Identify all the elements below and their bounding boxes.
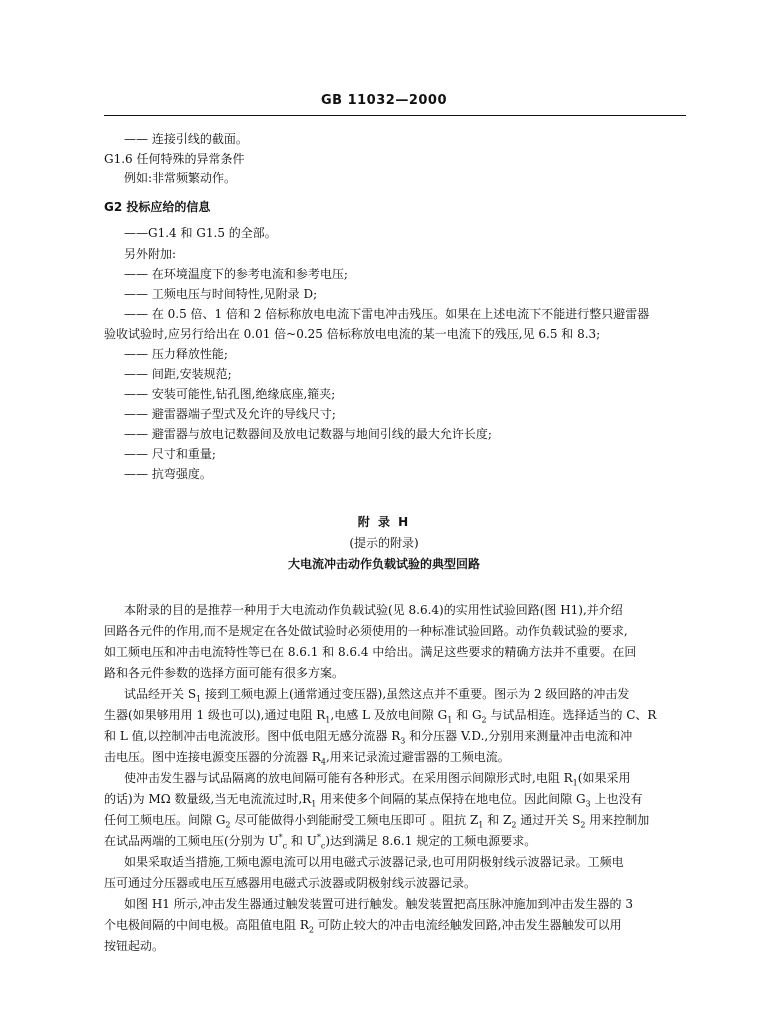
para-line: 的话)为 MΩ 数量级,当无电流流过时$,R_1$ 用来使多个间隔的某点保持在地电位。因此间隙 $G_3$ 上也没有 bbox=[104, 792, 643, 809]
g2-item: —— 避雷器端子型式及允许的导线尺寸; bbox=[124, 407, 336, 421]
para-line: 生器(如果够用用 1 级也可以),通过电阻 $R_1$,电感 L 及放电间隙 $G_1$ 和 $G_2$ 与试品相连。选择适当的 C、R bbox=[104, 708, 657, 725]
g2-item: —— 避雷器与放电记数器间及放电记数器与地间引线的最大允许长度; bbox=[124, 427, 492, 441]
g2-item: —— 尺寸和重量; bbox=[124, 447, 216, 461]
g2-item: —— 压力释放性能; bbox=[124, 347, 228, 361]
para-line: 如图 H1 所示,冲击发生器通过触发装置可进行触发。触发装置把高压脉冲施加到冲击发生器的 3 bbox=[124, 897, 633, 911]
para-line: 回路各元件的作用,而不是规定在各处做试验时必须使用的一种标准试验回路。动作负载试验的要求, bbox=[104, 624, 628, 638]
g2-item: —— 在环境温度下的参考电流和参考电压; bbox=[124, 267, 348, 281]
g16-example: 例如:非常频繁动作。 bbox=[124, 171, 237, 185]
g2-item: —— 间距,安装规范; bbox=[124, 367, 232, 381]
para-line: 本附录的目的是推荐一种用于大电流动作负载试验(见 8.6.4)的实用性试验回路(图 H1),并介绍 bbox=[124, 603, 623, 617]
para-line: 压可通过分压器或电压互感器用电磁式示波器或阴极射线示波器记录。 bbox=[104, 876, 477, 890]
para-line: 路和各元件参数的选择方面可能有很多方案。 bbox=[104, 666, 345, 680]
page-header: GB 11032—2000 bbox=[320, 93, 447, 108]
para-line: 按钮起动。 bbox=[104, 939, 165, 953]
appendix-label: 附 录 H bbox=[357, 515, 411, 529]
g2-item: —— 在 0.5 倍、1 倍和 2 倍标称放电电流下雷电冲击残压。如果在上述电流下不能进行整只避雷器 bbox=[124, 307, 650, 321]
g2-item: ——G1.4 和 G1.5 的全部。 bbox=[124, 226, 277, 240]
para-line: 击电压。图中连接电源变压器的分流器 $R_4$,用来记录流过避雷器的工频电流。 bbox=[104, 750, 510, 767]
g2-item: —— 安装可能性,钻孔图,绝缘底座,箍夹; bbox=[124, 387, 336, 401]
para-line: 和 L 值,以控制冲击电流波形。图中低电阻无感分流器 $R_3$ 和分压器 V.D.,分别用来测量冲击电流和冲 bbox=[104, 729, 633, 746]
appendix-note: (提示的附录) bbox=[349, 536, 419, 550]
para-line: 在试品两端的工频电压(分别为 $U^*_c$ 和 $U^*_c$)达到满足 8.6.1 规定的工频电源要求。 bbox=[104, 833, 537, 851]
header-rule bbox=[104, 115, 686, 116]
g16-heading: G1.6 任何特殊的异常条件 bbox=[104, 152, 245, 166]
para-line: 试品经开关 $S_1$ 接到工频电源上(通常通过变压器),虽然这点并不重要。图示为 2 级回路的冲击发 bbox=[124, 687, 630, 704]
g2-heading: G2 投标应给的信息 bbox=[104, 200, 211, 214]
para-line: 任何工频电压。间隙 $G_2$ 尽可能做得小到能耐受工频电压即可 。阻抗 $Z_1$ 和 $Z_2$ 通过开关 $S_2$ 用来控制加 bbox=[104, 813, 650, 830]
appendix-title: 大电流冲击动作负载试验的典型回路 bbox=[287, 557, 480, 571]
connecting-lead-line: —— 连接引线的截面。 bbox=[124, 132, 248, 146]
para-line: 个电极间隔的中间电极。高阻值电阻 $R_2$ 可防止较大的冲击电流经触发回路,冲击发生器触发可以用 bbox=[104, 918, 622, 935]
g2-item-cont: 验收试验时,应另行给出在 0.01 倍~0.25 倍标称放电电流的某一电流下的残压,见 6.5 和 8.3; bbox=[104, 327, 601, 341]
g2-item: —— 工频电压与时间特性,见附录 D; bbox=[124, 287, 318, 301]
g2-item: 另外附加: bbox=[124, 247, 177, 261]
g2-item: —— 抗弯强度。 bbox=[124, 467, 212, 481]
para-line: 使冲击发生器与试品隔离的放电间隔可能有各种形式。在采用图示间隙形式时,电阻 $R_1$(如果采用 bbox=[124, 771, 631, 788]
para-line: 如果采取适当措施,工频电源电流可以用电磁式示波器记录,也可用阴极射线示波器记录。工频电 bbox=[124, 855, 624, 869]
para-line: 如工频电压和冲击电流特性等已在 8.6.1 和 8.6.4 中给出。满足这些要求的精确方法并不重要。在回 bbox=[104, 645, 637, 659]
